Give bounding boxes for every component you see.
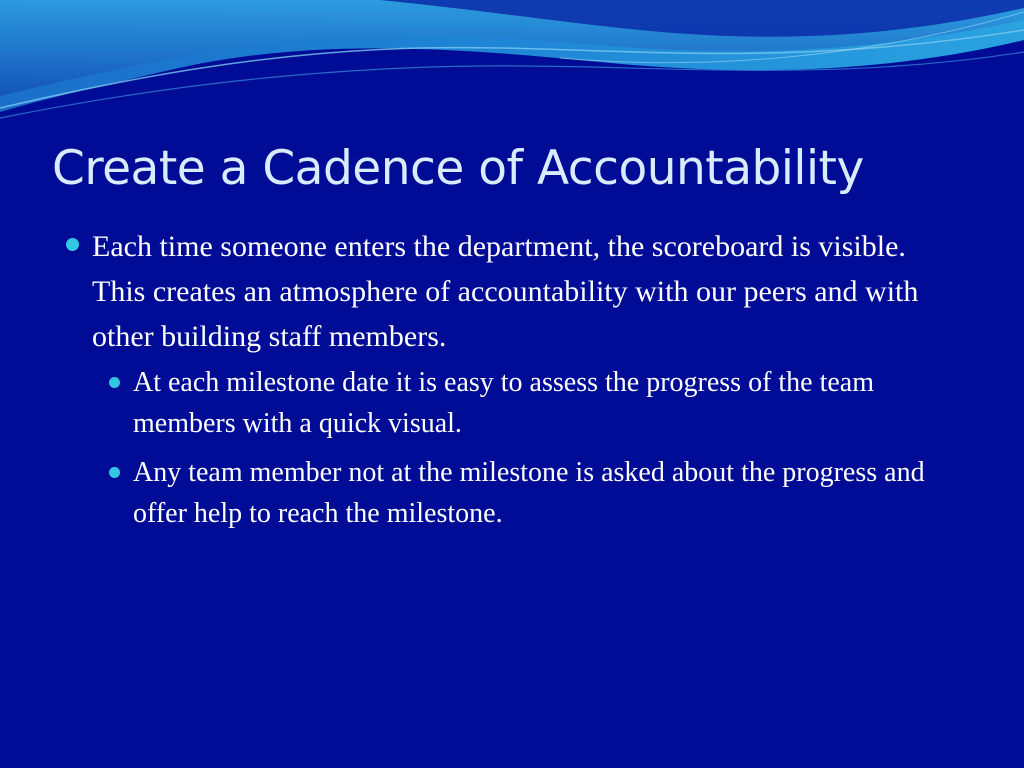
sub-bullet-item: [103, 452, 963, 534]
bullet-dot-icon: [66, 238, 79, 251]
sub-bullet-text: At each milestone date it is easy to assess the progress of the team members with a quick visual.: [133, 367, 875, 439]
bullet-text: Each time someone enters the department, the scoreboard is visible. This creates an atmosphere of accountability with our peers and with other building staff members.: [92, 230, 919, 353]
sub-bullet-item: [103, 362, 963, 444]
bullet-item: [62, 224, 962, 359]
slide-title: Create a Cadence of Accountability: [52, 141, 864, 196]
bullet-dot-icon: [109, 377, 120, 388]
bullet-list: [62, 224, 962, 542]
bullet-dot-icon: [109, 467, 120, 478]
wave-header-decoration: [0, 0, 1024, 130]
sub-bullet-text: Any team member not at the milestone is asked about the progress and offer help to reach the milestone.: [133, 457, 925, 529]
